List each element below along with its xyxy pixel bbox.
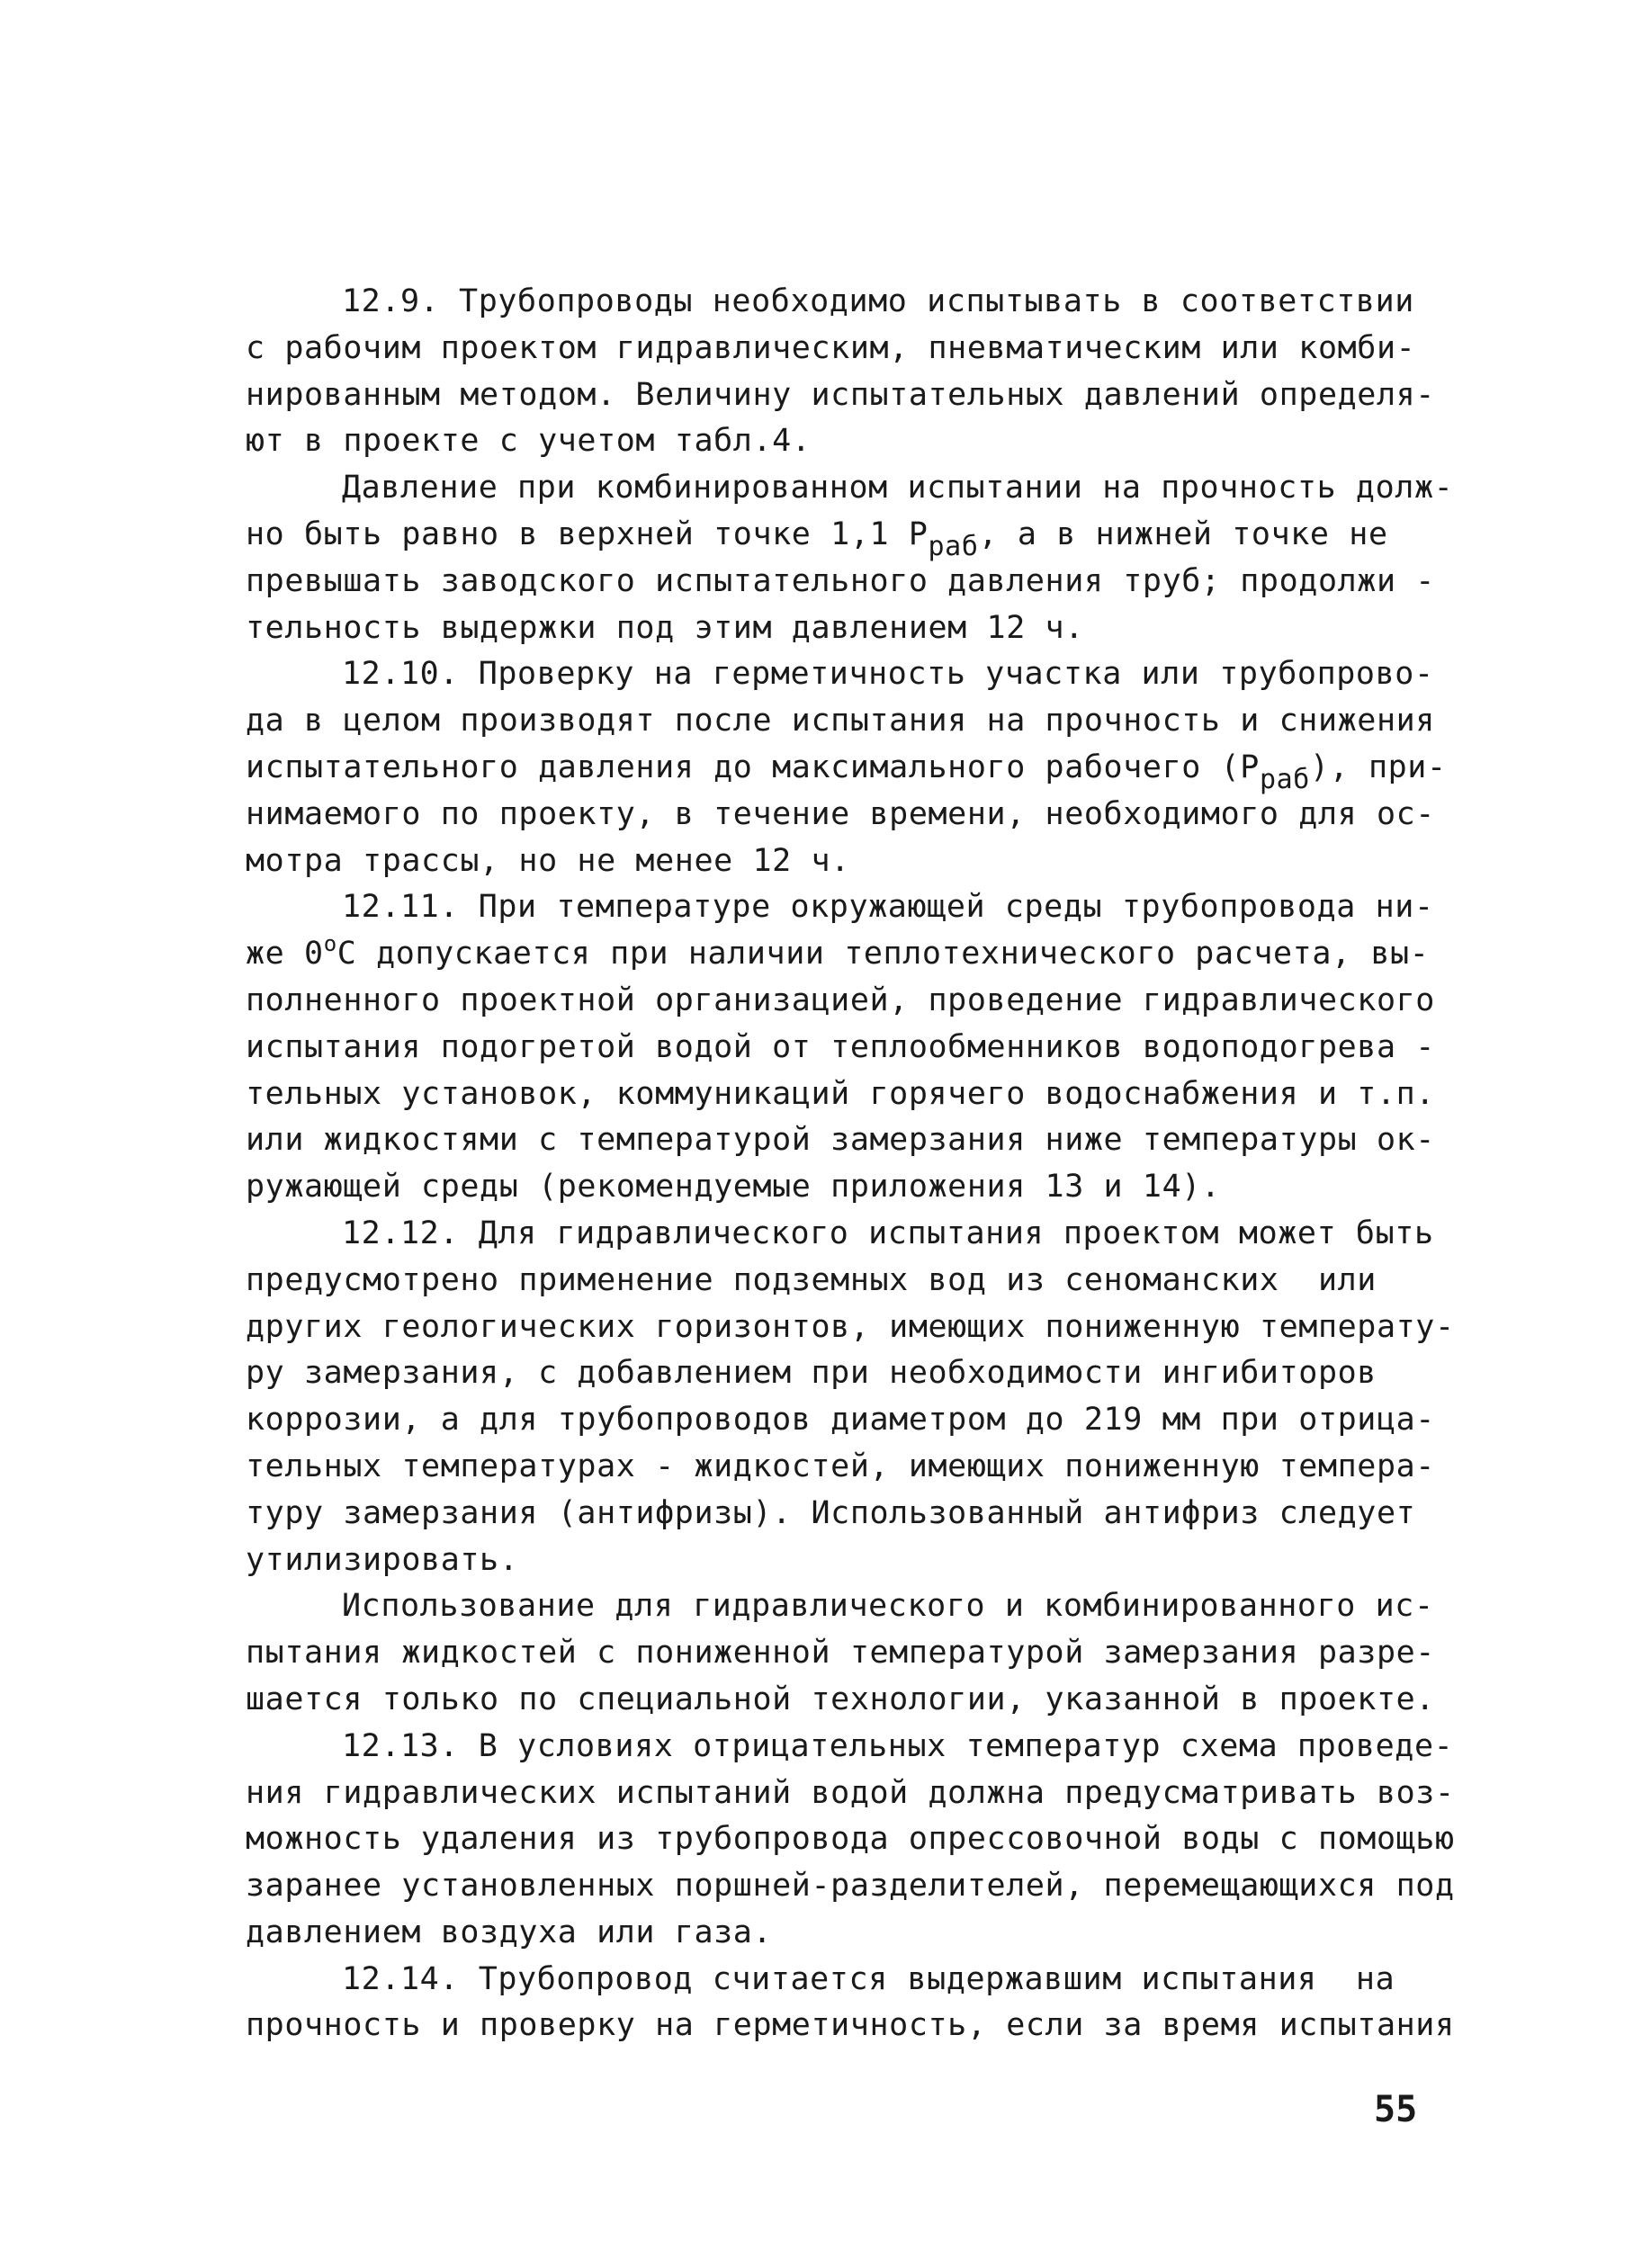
body-text — [246, 279, 1455, 2049]
text-line — [246, 1350, 1415, 1397]
line-text: полненного проектной организацией, проведение гидравлического — [246, 982, 1435, 1018]
line-text: шается только по специальной технологии, указанной в проекте. — [246, 1681, 1435, 1717]
line-text: предусмотрено применение подземных вод из сеноманских или — [246, 1261, 1377, 1298]
line-text: же 0 — [246, 936, 324, 973]
text-line — [246, 512, 1415, 562]
line-text: туру замерзания (антифризы). Использованный антифриз следует — [246, 1494, 1416, 1531]
text-line — [246, 1583, 1434, 1630]
line-text: ), при- — [1309, 749, 1447, 785]
line-text: 12.11. При температуре окружающей среды трубопровода ни- — [342, 889, 1434, 926]
text-line — [246, 1025, 1435, 1071]
line-text: нимаемого по проекту, в течение времени, необходимого для ос- — [246, 795, 1435, 832]
line-text: ют в проекте с учетом табл.4. — [246, 423, 812, 460]
page-number: 55 — [1374, 2089, 1418, 2130]
text-line — [246, 1770, 1455, 1817]
line-text: 12.10. Проверку на герметичность участка или трубопрово- — [342, 656, 1434, 693]
text-line — [246, 1397, 1435, 1444]
line-text: тельных установок, коммуникаций горячего водоснабжения и т.п. — [246, 1075, 1435, 1112]
line-text: испытательного давления до максимального рабочего (Р — [246, 749, 1260, 785]
line-text: 12.13. В условиях отрицательных температур схема проведе- — [342, 1727, 1454, 1764]
text-line — [246, 605, 1415, 652]
line-text: нированным методом. Величину испытательных давлений определя- — [246, 376, 1435, 413]
text-line — [246, 1304, 1455, 1351]
line-text: утилизировать. — [246, 1541, 519, 1578]
line-text: Давление при комбинированном испытании на прочность долж- — [342, 470, 1454, 506]
line-text: заранее установленных поршней-разделителей, перемещающихся под — [246, 1868, 1455, 1905]
text-line — [246, 279, 1415, 326]
text-line — [246, 931, 1430, 978]
line-text: да в целом производят после испытания на прочность и снижения — [246, 703, 1435, 740]
line-text: Использование для гидравлического и комбинированного ис- — [342, 1588, 1434, 1625]
line-text: ния гидравлических испытаний водой должна предусматривать воз- — [246, 1774, 1455, 1811]
line-text: ру замерзания, с добавлением при необходимости ингибиторов — [246, 1355, 1377, 1392]
text-line — [246, 1677, 1435, 1724]
text-line — [246, 884, 1434, 931]
text-line — [246, 792, 1435, 838]
text-line — [246, 978, 1435, 1025]
text-line — [246, 1537, 1415, 1584]
text-line — [246, 1071, 1435, 1118]
text-line — [246, 559, 1435, 605]
line-text: тельность выдержки под этим давлением 12 ч. — [246, 609, 1084, 646]
text-line — [246, 1117, 1435, 1164]
text-line — [246, 1816, 1455, 1863]
text-line — [246, 1444, 1435, 1491]
line-text: можность удаления из трубопровода опрессовочной воды с помощью — [246, 1821, 1455, 1858]
subscript: раб — [928, 530, 979, 562]
line-text: прочность и проверку на герметичность, если за время испытания — [246, 2007, 1455, 2044]
line-text: , а в нижней точке не — [978, 515, 1388, 552]
line-text: коррозии, а для трубопроводов диаметром до 219 мм при отрица- — [246, 1402, 1435, 1439]
line-text: 12.9. Трубопроводы необходимо испытывать в соответствии — [342, 283, 1414, 319]
text-line — [246, 1910, 1415, 1957]
line-text: тельных температурах - жидкостей, имеющих пониженную темпера- — [246, 1448, 1435, 1484]
text-line — [246, 326, 1415, 372]
text-line — [246, 2003, 1455, 2049]
line-text: с рабочим проектом гидравлическим, пневматическим или комби- — [246, 329, 1416, 366]
line-text: но быть равно в верхней точке 1,1 Р — [246, 515, 929, 552]
line-text: или жидкостями с температурой замерзания ниже температуры ок- — [246, 1122, 1435, 1159]
text-line — [246, 1630, 1435, 1677]
text-line — [246, 372, 1435, 419]
line-text: С допускается при наличии теплотехнического расчета, вы- — [336, 936, 1430, 973]
text-line — [246, 651, 1434, 698]
text-line — [246, 418, 1415, 465]
subscript: раб — [1259, 763, 1310, 795]
text-line — [246, 698, 1435, 745]
text-line — [246, 745, 1447, 795]
line-text: других геологических горизонтов, имеющих пониженную температу- — [246, 1308, 1455, 1345]
text-line — [246, 1211, 1434, 1258]
text-line — [246, 1491, 1415, 1537]
text-line — [246, 838, 1415, 885]
text-line — [246, 1863, 1455, 1910]
line-text: давлением воздуха или газа. — [246, 1914, 773, 1950]
text-line — [246, 465, 1454, 512]
line-text: пытания жидкостей с пониженной температурой замерзания разре- — [246, 1635, 1435, 1672]
superscript: о — [323, 931, 337, 957]
line-text: превышать заводского испытательного давления труб; продолжи - — [246, 562, 1435, 599]
line-text: ружающей среды (рекомендуемые приложения 13 и 14). — [246, 1169, 1221, 1206]
text-line — [246, 1258, 1415, 1304]
line-text: 12.14. Трубопровод считается выдержавшим испытания на — [342, 1960, 1395, 1997]
line-text: 12.12. Для гидравлического испытания проектом может быть — [342, 1215, 1434, 1251]
text-line — [246, 1957, 1415, 2004]
line-text: испытания подогретой водой от теплообменников водоподогрева - — [246, 1028, 1435, 1065]
text-line — [246, 1724, 1454, 1770]
line-text: мотра трассы, но не менее 12 ч. — [246, 842, 850, 879]
text-line — [246, 1164, 1415, 1211]
